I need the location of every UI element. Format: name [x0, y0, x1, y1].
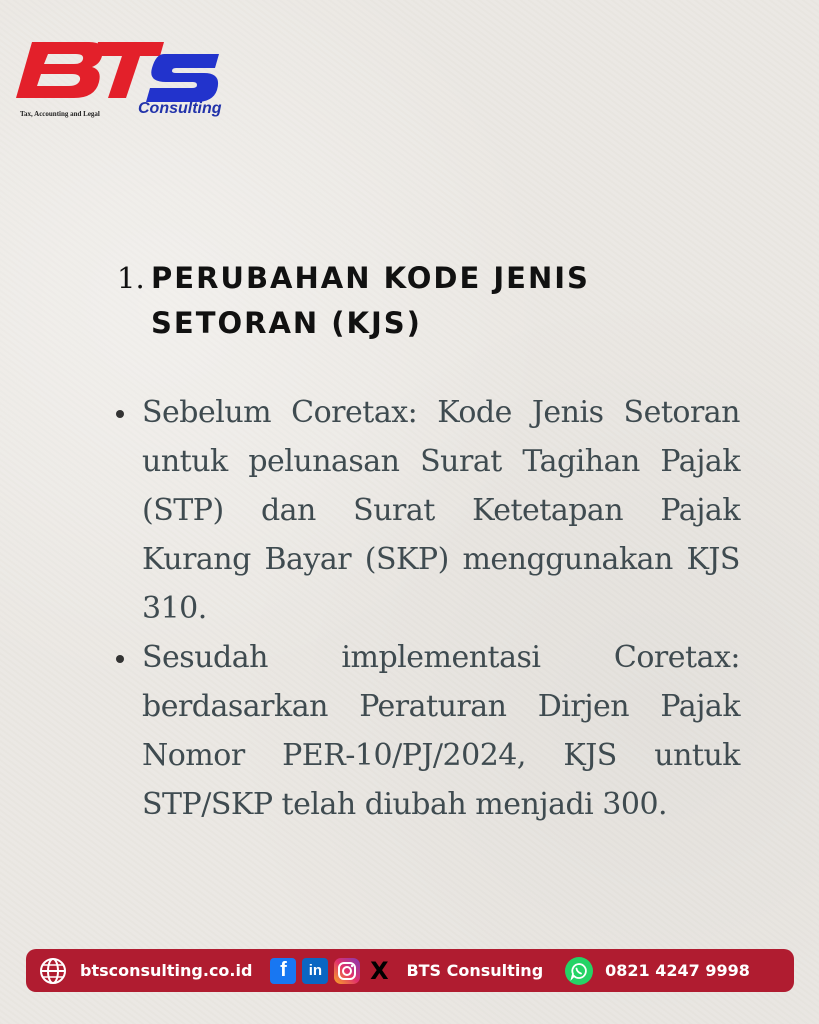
website-text: btsconsulting.co.id — [80, 961, 253, 980]
bullet-dot — [116, 410, 124, 418]
instagram-icon[interactable] — [334, 958, 360, 984]
social-icons — [270, 958, 392, 984]
linkedin-icon[interactable]: in — [302, 958, 328, 984]
bullet-item — [114, 388, 740, 633]
bullet-list — [114, 388, 740, 829]
bullet-item — [114, 633, 740, 829]
whatsapp-icon — [565, 957, 593, 985]
logo-consulting-text: Consulting — [138, 100, 222, 117]
section-heading — [117, 256, 717, 346]
x-icon[interactable]: X — [370, 956, 389, 985]
phone-contact[interactable] — [565, 957, 750, 985]
bullet-text: Sebelum Coretax: Kode Jenis Setoran untuk pelunasan Surat Tagihan Pajak (STP) dan Surat Ketetapan Pajak Kurang Bayar (SKP) menggunakan KJS 310. — [142, 395, 740, 626]
facebook-icon[interactable]: f — [270, 958, 296, 984]
phone-text: 0821 4247 9998 — [605, 961, 750, 980]
globe-icon — [38, 956, 68, 986]
brand-name: BTS Consulting — [406, 961, 544, 980]
section-title: PERUBAHAN KODE JENIS SETORAN (KJS) — [151, 261, 590, 340]
section-number: 1. — [117, 261, 145, 295]
bullet-text: Sesudah implementasi Coretax: berdasarkan Peraturan Dirjen Pajak Nomor PER-10/PJ/2024, KJS untuk STP/SKP telah diubah menjadi 300. — [142, 640, 740, 822]
website-link[interactable] — [38, 956, 252, 986]
logo-tagline: Tax, Accounting and Legal — [20, 110, 100, 118]
bullet-dot — [116, 655, 124, 663]
footer-bar — [26, 949, 794, 992]
